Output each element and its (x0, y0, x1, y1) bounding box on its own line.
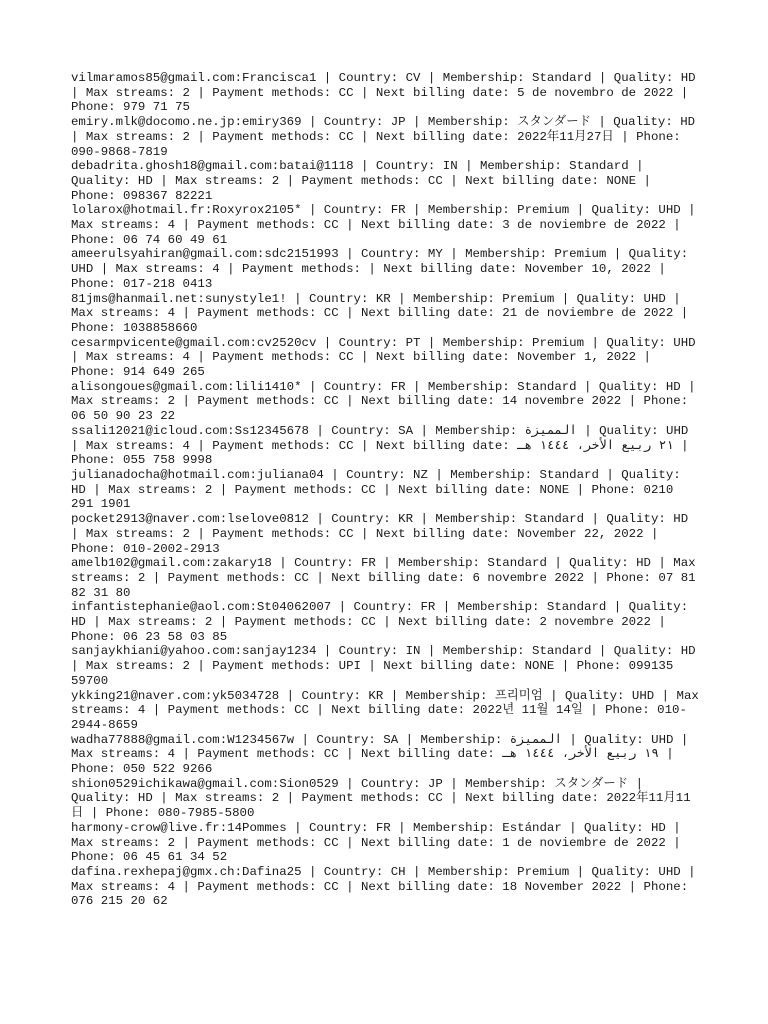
account-entry: sanjaykhiani@yahoo.com:sanjay1234 | Country: IN | Membership: Standard | Quality: HD | Max streams: 2 | Payment methods: UPI | Next billing date: NONE | Phone: 099135 59700 (71, 644, 696, 688)
account-entry: dafina.rexhepaj@gmx.ch:Dafina25 | Country: CH | Membership: Premium | Quality: UHD | Max streams: 4 | Payment methods: CC | Next billing date: 18 November 2022 | Phone: 076 215 20 62 (71, 864, 696, 909)
account-entry: shion0529ichikawa@gmail.com:Sion0529 | Country: JP | Membership: スタンダード | Quality: HD | Max streams: 2 | Payment methods: CC | Next billing date: 2022年11月11日 | Phone: 080-7985-5800 (71, 776, 691, 821)
account-entry: amelb102@gmail.com:zakary18 | Country: FR | Membership: Standard | Quality: HD | Max streams: 2 | Payment methods: CC | Next billing date: 6 novembre 2022 | Phone: 07 81 82 31 80 (71, 556, 696, 600)
account-entry: ykking21@naver.com:yk5034728 | Country: KR | Membership: 프리미엄 | Quality: UHD | Max streams: 4 | Payment methods: CC | Next billing date: 2022년 11월 14일 | Phone: 010-2944-8659 (71, 688, 699, 732)
account-entry: infantistephanie@aol.com:St04062007 | Country: FR | Membership: Standard | Quality: HD | Max streams: 2 | Payment methods: CC | Next billing date: 2 novembre 2022 | Phone: 06 23 58 03 85 (71, 600, 689, 644)
account-entry: 81jms@hanmail.net:sunystyle1! | Country: KR | Membership: Premium | Quality: UHD | Max streams: 4 | Payment methods: CC | Next billing date: 21 de noviembre de 2022 | Phone: 1038858660 (71, 291, 689, 335)
account-entry: vilmaramos85@gmail.com:Francisca1 | Country: CV | Membership: Standard | Quality: HD | Max streams: 2 | Payment methods: CC | Next billing date: 5 de novembro de 2022 | Phone: 979 71 75 (71, 71, 696, 115)
account-entry: emiry.mlk@docomo.ne.jp:emiry369 | Country: JP | Membership: スタンダード | Quality: HD | Max streams: 2 | Payment methods: CC | Next billing date: 2022年11月27日 | Phone: 090-9868-7819 (71, 115, 696, 159)
account-entry: wadha77888@gmail.com:W1234567w | Country: SA | Membership: المميزة | Quality: UHD | Max streams: 4 | Payment methods: CC | Next billing date: ١٩ ربيع الأخر، ١٤٤٤ هـ | Phone: 050 522 9266 (71, 732, 689, 777)
account-entry: alisongoues@gmail.com:lili1410* | Country: FR | Membership: Standard | Quality: HD | Max streams: 2 | Payment methods: CC | Next billing date: 14 novembre 2022 | Phone: 06 50 90 23 22 (71, 379, 696, 424)
account-entry: lolarox@hotmail.fr:Roxyrox2105* | Country: FR | Membership: Premium | Quality: UHD | Max streams: 4 | Payment methods: CC | Next billing date: 3 de noviembre de 2022 | Phone: 06 74 60 49 61 (71, 203, 696, 247)
account-entry: ssali12021@icloud.com:Ss12345678 | Country: SA | Membership: المميزة | Quality: UHD | Max streams: 4 | Payment methods: CC | Next billing date: ٢١ ربيع الأخر، ١٤٤٤ هـ | Phone: 055 758 9998 (71, 423, 689, 468)
account-entry: harmony-crow@live.fr:14Pommes | Country: FR | Membership: Estándar | Quality: HD | Max streams: 2 | Payment methods: CC | Next billing date: 1 de noviembre de 2022 | Phone: 06 45 61 34 52 (71, 820, 681, 865)
account-entry: julianadocha@hotmail.com:juliana04 | Country: NZ | Membership: Standard | Quality: HD | Max streams: 2 | Payment methods: CC | Next billing date: NONE | Phone: 0210 291 1901 (71, 467, 681, 512)
account-entry: pocket2913@naver.com:lselove0812 | Country: KR | Membership: Standard | Quality: HD | Max streams: 2 | Payment methods: CC | Next billing date: November 22, 2022 | Phone: 010-2002-2913 (71, 512, 689, 556)
account-entry: cesarmpvicente@gmail.com:cv2520cv | Country: PT | Membership: Premium | Quality: UHD | Max streams: 4 | Payment methods: CC | Next billing date: November 1, 2022 | Phone: 914 649 265 (71, 335, 696, 380)
account-entry: debadrita.ghosh18@gmail.com:batai@1118 | Country: IN | Membership: Standard | Quality: HD | Max streams: 2 | Payment methods: CC | Next billing date: NONE | Phone: 098367 82221 (71, 159, 651, 203)
document-page (71, 71, 703, 909)
account-entry: ameerulsyahiran@gmail.com:sdc2151993 | Country: MY | Membership: Premium | Quality: UHD | Max streams: 4 | Payment methods: | Next billing date: November 10, 2022 | Phone: 017-218 0413 (71, 247, 689, 291)
